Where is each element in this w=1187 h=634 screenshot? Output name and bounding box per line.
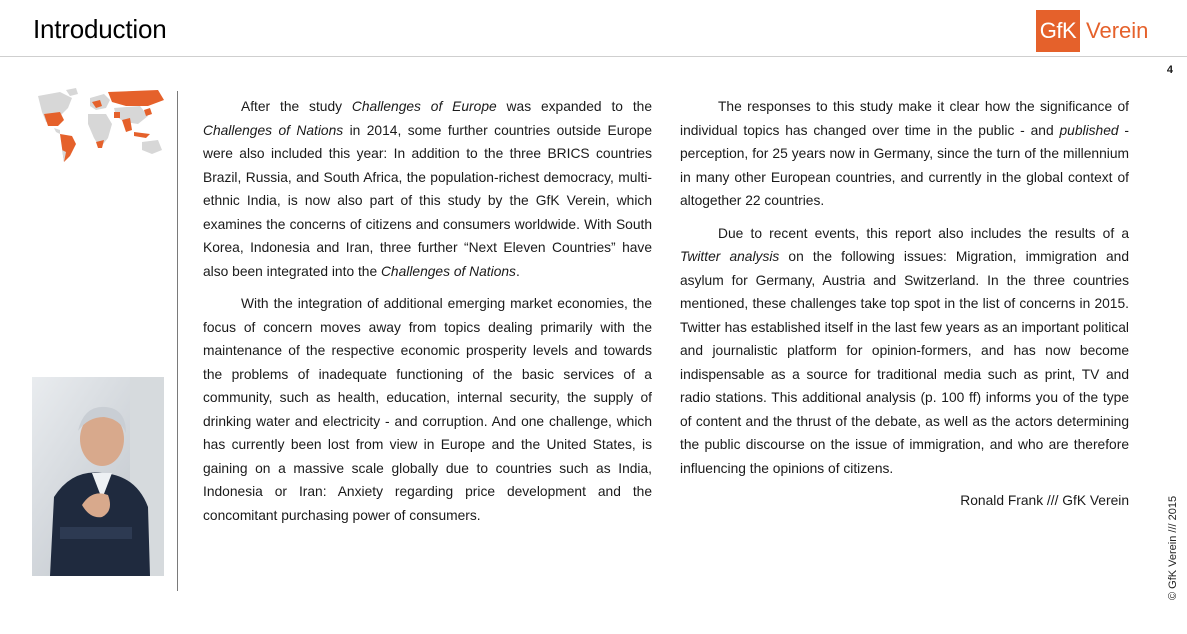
gfk-verein-logo <box>1036 10 1148 52</box>
paragraph: The responses to this study make it clear how the significance of individual topics has changed over time in the public - and published - perception, for 25 years now in Germany, since the turn of the millennium in many other European countries, and currently in the global context of altogether 22 countries. <box>680 99 1129 208</box>
page-number: 4 <box>1166 64 1173 76</box>
page-title: Introduction <box>33 14 167 44</box>
logo-text: Verein <box>1086 18 1149 43</box>
text-column-right <box>680 95 1129 522</box>
paragraph: After the study Challenges of Europe was expanded to the Challenges of Nations in 2014, some further countries outside Europe were also included this year: In addition to the three BRICS countries Brazil, Russia, and South Africa, the population-richest democracy, multi-ethnic India, is now also part of this study by the GfK Verein, which examines the concerns of citizens and consumers worldwide. With South Korea, Indonesia and Iran, three further “Next Eleven Countries” have also been integrated into the Challenges of Nations. <box>203 99 652 279</box>
world-map-image <box>30 86 170 164</box>
author-signature: Ronald Frank /// GfK Verein <box>960 493 1129 508</box>
header-divider <box>0 56 1187 57</box>
paragraph: With the integration of additional emerging market economies, the focus of concern moves away from topics dealing primarily with the maintenance of the respective economic prosperity levels and towards the problems of inadequate functioning of the basic services of a community, such as health, education, internal security, the supply of drinking water and electricity - and corruption. And one challenge, which has currently been lost from view in Europe and the United States, is gaining on a massive scale globally due to countries such as India, Indonesia or Iran: Anxiety regarding price development and the concomitant purchasing power of consumers. <box>203 296 652 523</box>
paragraph: Due to recent events, this report also includes the results of a Twitter analysis on the following issues: Migration, immigration and asylum for Germany, Austria and Switzerland. In the three countries mentioned, these challenges take top spot in the list of concerns in 2015. Twitter has established itself in the last few years as an important political and journalistic platform for opinion-formers, and has now become indispensable as a source for traditional media such as print, TV and radio stations. This additional analysis (p. 100 ff) informs you of the type of content and the thrust of the debate, as well as the actors determining the public discourse on the issue of immigration, and who are therefore influencing the opinions of citizens. <box>680 225 1129 476</box>
copyright-notice: © GfK Verein /// 2015 <box>1167 495 1179 600</box>
column-divider <box>177 91 178 591</box>
logo-mark: GfK <box>1036 10 1080 52</box>
text-column-left <box>203 95 652 536</box>
portrait-photo <box>32 377 164 576</box>
